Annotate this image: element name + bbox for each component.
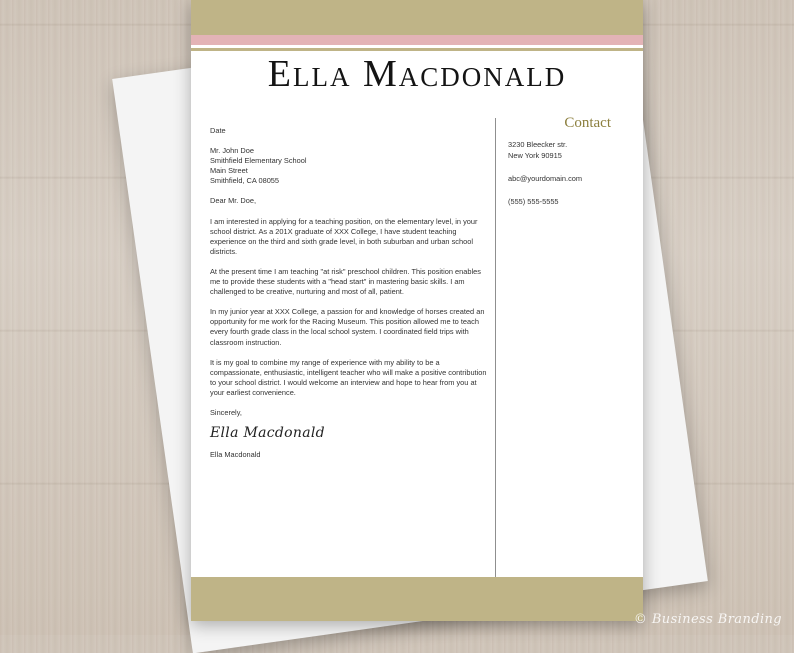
top-tan-stripe xyxy=(191,48,643,51)
contact-phone: (555) 555-5555 xyxy=(508,197,559,206)
column-divider xyxy=(495,118,496,578)
address-line: New York 90915 xyxy=(508,151,562,160)
letter-paragraph: In my junior year at XXX College, a passion for and knowledge of horses created an opportunity for me work for the Racing Museum. This position allowed me to teach every fourth grade class in the local school system. I coordinated field trips with classroom instruction. xyxy=(210,307,485,347)
contact-address xyxy=(508,139,638,161)
letter-paragraph: I am interested in applying for a teaching position, on the elementary level, in your school district. As a 201X graduate of XXX College, I have student teaching experience on the third and sixth grade level, in both suburban and urban school districts. xyxy=(210,216,478,256)
contact-heading: Contact xyxy=(564,115,611,131)
contact-panel xyxy=(508,115,638,219)
recipient-line: Main Street xyxy=(210,166,248,176)
brand-watermark: © Business Branding xyxy=(633,612,782,627)
top-color-band xyxy=(191,0,643,35)
contact-email: abc@yourdomain.com xyxy=(508,174,583,183)
letter-paragraph: At the present time I am teaching "at risk" preschool children. This position enables me to provide these students with a "head start" in mastering basic skills. I am challenged to be creative, nurturing and most of all, patient. xyxy=(210,266,481,297)
handwritten-signature: Ella Macdonald xyxy=(210,425,325,442)
address-line: 3230 Bleecker str. xyxy=(508,140,568,149)
letter-greeting: Dear Mr. Doe, xyxy=(210,196,256,206)
recipient-block xyxy=(210,146,488,186)
letter-date: Date xyxy=(210,126,226,135)
signer-name: Ella Macdonald xyxy=(210,450,261,460)
cover-letter-page xyxy=(191,0,643,621)
letter-paragraph: It is my goal to combine my range of experience with my ability to be a compassionate, enthusiastic, intelligent teacher who will make a positive contribution to your school district. I would welcome an interview and hope to hear from you at your earliest convenience. xyxy=(210,357,487,397)
top-pink-stripe xyxy=(191,35,643,45)
recipient-line: Smithfield Elementary School xyxy=(210,156,307,166)
applicant-name: Ella Macdonald xyxy=(267,53,567,95)
bottom-color-band xyxy=(191,577,643,621)
recipient-line: Mr. John Doe xyxy=(210,146,254,156)
letter-body xyxy=(210,126,488,470)
recipient-line: Smithfield, CA 08055 xyxy=(210,176,280,186)
letter-closing: Sincerely, xyxy=(210,407,242,417)
